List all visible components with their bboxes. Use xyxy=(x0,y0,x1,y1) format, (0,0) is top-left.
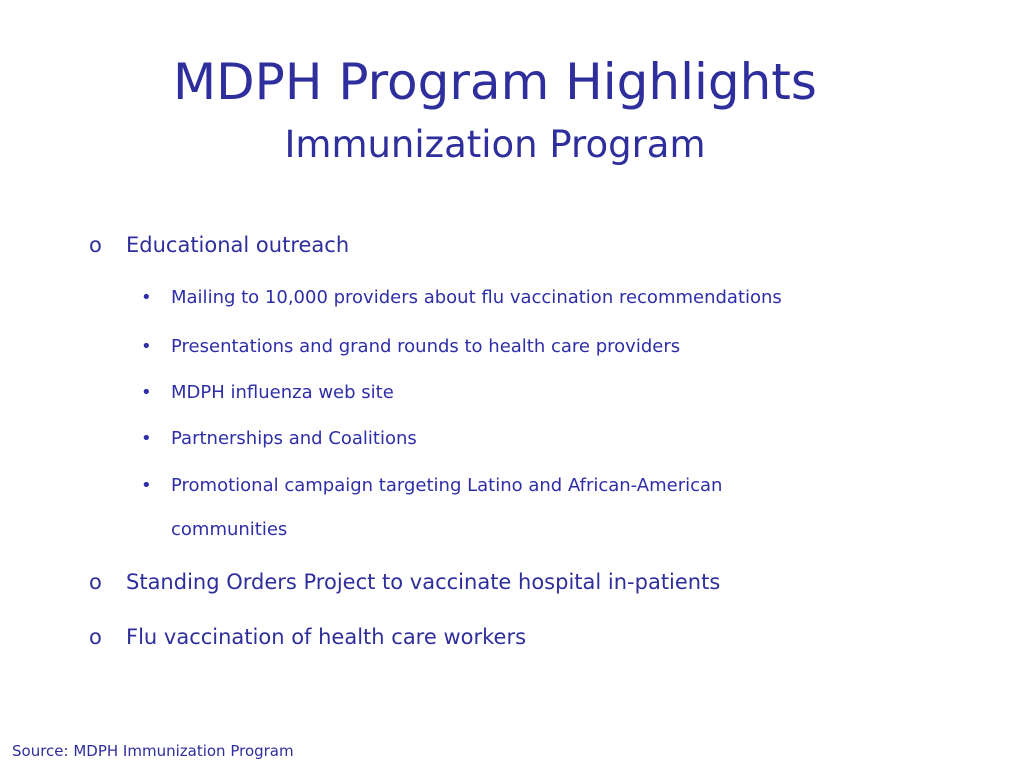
dot-bullet-icon: • xyxy=(141,428,152,449)
slide-subtitle: Immunization Program xyxy=(284,123,706,166)
sub-bullet-text-continuation: communities xyxy=(171,519,288,540)
sub-bullet-text: Mailing to 10,000 providers about flu vaccination recommendations xyxy=(171,287,782,308)
bullet-text: Flu vaccination of health care workers xyxy=(126,625,527,649)
circle-bullet-icon: o xyxy=(89,570,102,594)
bullet-text: Educational outreach xyxy=(126,233,350,257)
source-note: Source: MDPH Immunization Program xyxy=(12,742,294,760)
bullet-text: Standing Orders Project to vaccinate hospital in-patients xyxy=(126,570,721,594)
sub-bullet-text: Promotional campaign targeting Latino and African-American xyxy=(171,475,723,496)
dot-bullet-icon: • xyxy=(141,382,152,403)
sub-bullet-text: MDPH influenza web site xyxy=(171,382,394,403)
dot-bullet-icon: • xyxy=(141,287,152,308)
dot-bullet-icon: • xyxy=(141,475,152,496)
circle-bullet-icon: o xyxy=(89,625,102,649)
circle-bullet-icon: o xyxy=(89,233,102,257)
sub-bullet-text: Partnerships and Coalitions xyxy=(171,428,417,449)
dot-bullet-icon: • xyxy=(141,336,152,357)
slide-title: MDPH Program Highlights xyxy=(173,53,817,111)
sub-bullet-text: Presentations and grand rounds to health care providers xyxy=(171,336,681,357)
